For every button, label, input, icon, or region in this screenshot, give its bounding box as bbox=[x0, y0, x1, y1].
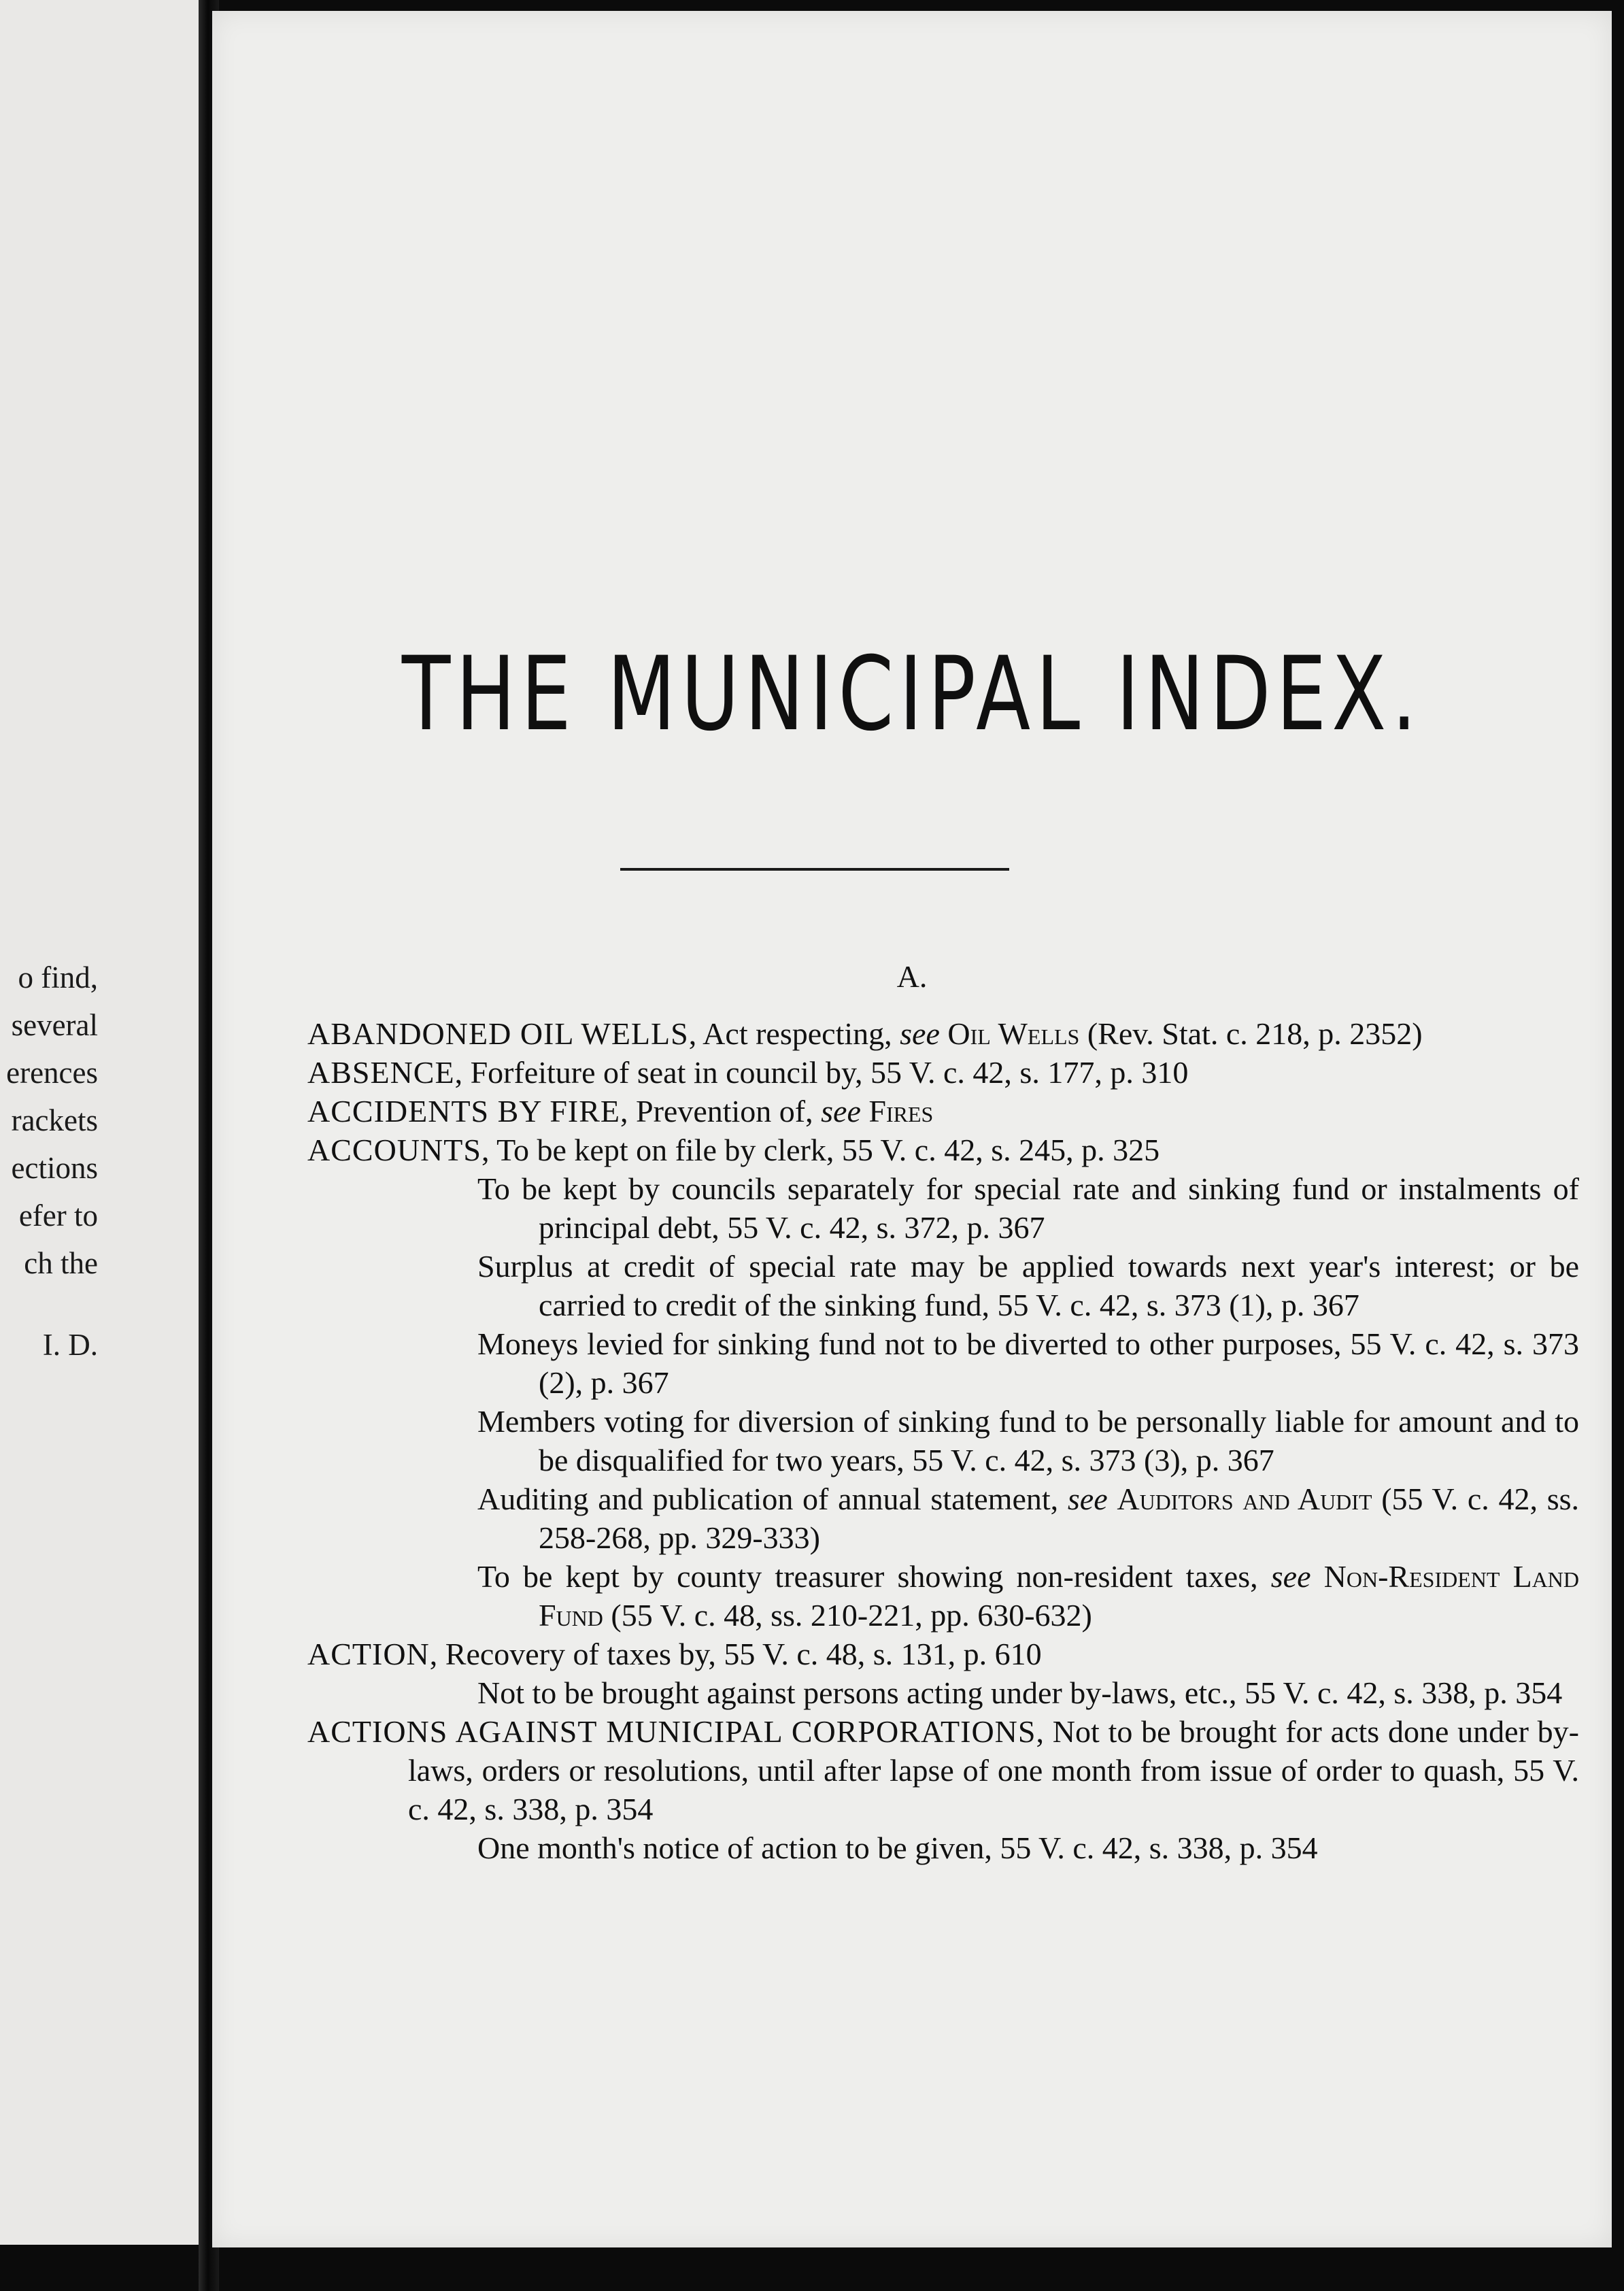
facing-page-line: ch the bbox=[24, 1246, 98, 1280]
entry-text: , Prevention of, bbox=[620, 1094, 822, 1128]
cross-reference: Fires bbox=[868, 1094, 934, 1128]
sub-entry: One month's notice of action to be given, 55 V. c. 42, s. 338, p. 354 bbox=[477, 1830, 1318, 1865]
sub-entry: Members voting for diversion of sinking fund to be personally liable for amount and to be disqualified for two years, 55 V. c. 42, s. 373 (3), p. 367 bbox=[477, 1404, 1579, 1477]
facing-page-line: several bbox=[11, 1008, 98, 1042]
index-entry bbox=[307, 1014, 1579, 1053]
facing-page-line: efer to bbox=[18, 1199, 98, 1233]
index-page bbox=[212, 11, 1612, 2247]
entry-text: To be kept by county treasurer showing non-resident taxes, bbox=[477, 1559, 1271, 1594]
entry-text: , Not to be brought for acts done under by-laws, orders or resolutions, until after lapse of one month from issue of order to quash, 55 V. c. 42, s. 338, p. 354 bbox=[408, 1714, 1580, 1826]
entry-text: , To be kept on file by clerk, 55 V. c. 42, s. 245, p. 325 bbox=[481, 1133, 1160, 1167]
page-title: THE MUNICIPAL INDEX. bbox=[401, 635, 1423, 754]
entry-heading: ABSENCE bbox=[307, 1055, 455, 1090]
sub-entry bbox=[307, 1479, 1579, 1557]
entry-text: , Forfeiture of seat in council by, 55 V. c. 42, s. 177, p. 310 bbox=[454, 1055, 1189, 1090]
sub-entry: Surplus at credit of special rate may be applied towards next year's interest; or be carried to credit of the sinking fund, 55 V. c. 42, s. 373 (1), p. 367 bbox=[477, 1249, 1579, 1322]
title-rule bbox=[620, 868, 1009, 871]
facing-page-line: o find, bbox=[18, 960, 98, 994]
index-entry bbox=[307, 1712, 1579, 1828]
entry-text: (55 V. c. 48, ss. 210-221, pp. 630-632) bbox=[603, 1598, 1092, 1633]
cross-reference: Non-Resident Land Fund bbox=[539, 1559, 1579, 1633]
entry-heading: ABANDONED OIL WELLS bbox=[307, 1016, 689, 1051]
cross-reference: Oil Wells bbox=[947, 1016, 1080, 1051]
facing-page-line: I. D. bbox=[42, 1328, 98, 1362]
entry-text: , Act respecting, bbox=[688, 1016, 900, 1051]
index-entries bbox=[307, 1014, 1579, 1867]
see-marker: see bbox=[1067, 1482, 1108, 1516]
sub-entry: Moneys levied for sinking fund not to be diverted to other purposes, 55 V. c. 42, s. 373 (2), p. 367 bbox=[477, 1326, 1579, 1400]
see-marker: see bbox=[1270, 1559, 1311, 1594]
see-marker: see bbox=[900, 1016, 940, 1051]
index-entry bbox=[307, 1131, 1579, 1169]
entry-heading: ACCIDENTS BY FIRE bbox=[307, 1094, 620, 1128]
section-letter: A. bbox=[896, 959, 928, 994]
entry-heading: ACTION bbox=[307, 1637, 430, 1671]
index-entry bbox=[307, 1092, 1579, 1131]
facing-page-line: ections bbox=[11, 1151, 98, 1185]
facing-page-line: erences bbox=[6, 1056, 98, 1090]
entry-text: , Recovery of taxes by, 55 V. c. 48, s. 131, p. 610 bbox=[429, 1637, 1042, 1671]
cross-reference: Auditors and Audit bbox=[1117, 1482, 1372, 1516]
sub-entry: Not to be brought against persons acting under by-laws, etc., 55 V. c. 42, s. 338, p. 354 bbox=[477, 1675, 1563, 1710]
see-marker: see bbox=[821, 1094, 861, 1128]
index-entry bbox=[307, 1053, 1579, 1092]
facing-page-line: rackets bbox=[11, 1103, 98, 1137]
sub-entry bbox=[307, 1557, 1579, 1635]
entry-heading: ACCOUNTS bbox=[307, 1133, 481, 1167]
index-entry bbox=[307, 1635, 1579, 1673]
facing-page-fragment bbox=[0, 0, 199, 2245]
entry-text: (Rev. Stat. c. 218, p. 2352) bbox=[1079, 1016, 1423, 1051]
entry-text: (55 V. c. 42, ss. 258-268, pp. 329-333) bbox=[539, 1482, 1580, 1555]
entry-heading: ACTIONS AGAINST MUNICIPAL CORPORATIONS bbox=[307, 1714, 1036, 1749]
entry-text: Auditing and publication of annual statement, bbox=[477, 1482, 1068, 1516]
sub-entry: To be kept by councils separately for special rate and sinking fund or instalments of principal debt, 55 V. c. 42, s. 372, p. 367 bbox=[477, 1171, 1579, 1245]
